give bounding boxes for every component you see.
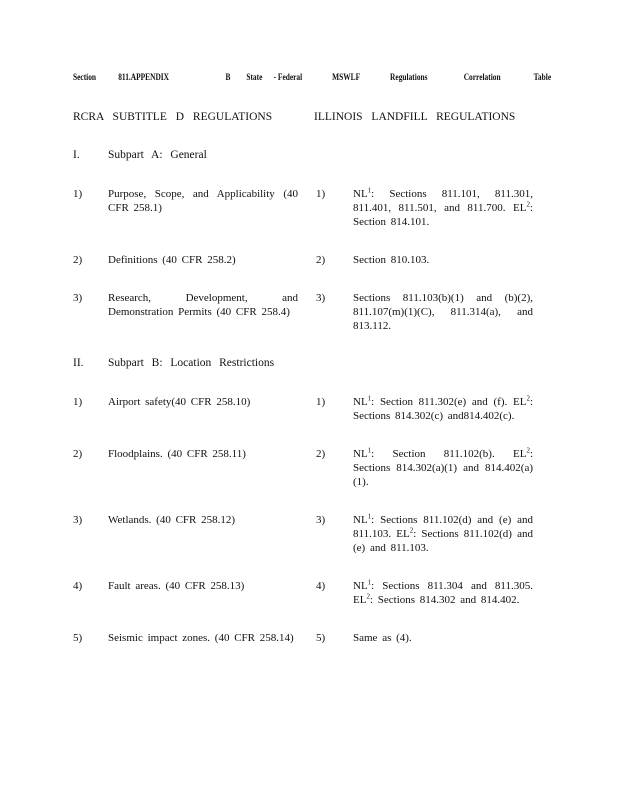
- row-number: 2): [73, 254, 83, 266]
- row-number: 1): [73, 188, 83, 200]
- column-heading-rcra: RCRA SUBTITLE D REGULATIONS: [73, 111, 273, 123]
- header-section: Section: [73, 73, 97, 83]
- illinois-citation: $NL^1$: Sections 811.102(d) and (e) and 811.103. $EL^2$: Sections 811.102(d) and (e) and 811.103.: [353, 512, 533, 554]
- rcra-description: Definitions (40 CFR 258.2): [108, 254, 236, 266]
- row-number: 3): [73, 514, 83, 526]
- section-title: Subpart B: Location Restrictions: [108, 357, 275, 369]
- column-heading-illinois: ILLINOIS LANDFILL REGULATIONS: [314, 111, 516, 123]
- illinois-citation: $NL^1$: Section 811.102(b). $EL^2$: Sections 814.302(a)(1) and 814.402(a)(1).: [353, 446, 533, 488]
- illinois-citation: Sections 811.103(b)(1) and (b)(2), 811.107(m)(1)(C), 811.314(a), and 813.112.: [353, 292, 533, 332]
- illinois-citation: $NL^1$: Section 811.302(e) and (f). $EL^2$: Sections 814.302(c) and814.402(c).: [353, 394, 533, 422]
- row-number: 1): [73, 396, 83, 408]
- section-numeral: II.: [73, 357, 84, 369]
- illinois-number: 4): [316, 580, 326, 592]
- illinois-number: 2): [316, 448, 326, 460]
- rcra-description: Fault areas. (40 CFR 258.13): [108, 580, 245, 592]
- header-federal: - Federal: [273, 73, 303, 83]
- row-number: 2): [73, 448, 83, 460]
- rcra-description: Research, Development, and Demonstration Permits (40 CFR 258.4): [108, 292, 298, 318]
- illinois-citation: $NL^1$: Sections 811.101, 811.301, 811.401, 811.501, and 811.700. $EL^2$: Section 814.101.: [353, 186, 533, 228]
- rcra-description: Airport safety(40 CFR 258.10): [108, 396, 251, 408]
- section-numeral: I.: [73, 149, 80, 161]
- illinois-number: 5): [316, 632, 326, 644]
- header-regulations: Regulations: [390, 73, 428, 83]
- section-title: Subpart A: General: [108, 149, 207, 161]
- illinois-number: 1): [316, 188, 326, 200]
- illinois-number: 3): [316, 514, 326, 526]
- illinois-number: 2): [316, 254, 326, 266]
- row-number: 3): [73, 292, 83, 304]
- header-correlation: Correlation: [463, 73, 501, 83]
- row-number: 5): [73, 632, 83, 644]
- rcra-description: Seismic impact zones. (40 CFR 258.14): [108, 632, 294, 644]
- page-header: [73, 73, 552, 83]
- illinois-number: 3): [316, 292, 326, 304]
- illinois-number: 1): [316, 396, 326, 408]
- header-b: B: [225, 73, 231, 83]
- illinois-citation: Section 810.103.: [353, 254, 430, 266]
- row-number: 4): [73, 580, 83, 592]
- rcra-description: Wetlands. (40 CFR 258.12): [108, 514, 236, 526]
- header-table: Table: [533, 73, 552, 83]
- header-state: State: [246, 73, 263, 83]
- header-mswlf: MSWLF: [332, 73, 361, 83]
- header-appendix: 811.APPENDIX: [118, 73, 170, 83]
- rcra-description: Purpose, Scope, and Applicability (40 CFR 258.1): [108, 188, 298, 214]
- illinois-citation: $NL^1$: Sections 811.304 and 811.305. $EL^2$: Sections 814.302 and 814.402.: [353, 578, 533, 606]
- rcra-description: Floodplains. (40 CFR 258.11): [108, 448, 246, 460]
- illinois-citation: Same as (4).: [353, 632, 412, 644]
